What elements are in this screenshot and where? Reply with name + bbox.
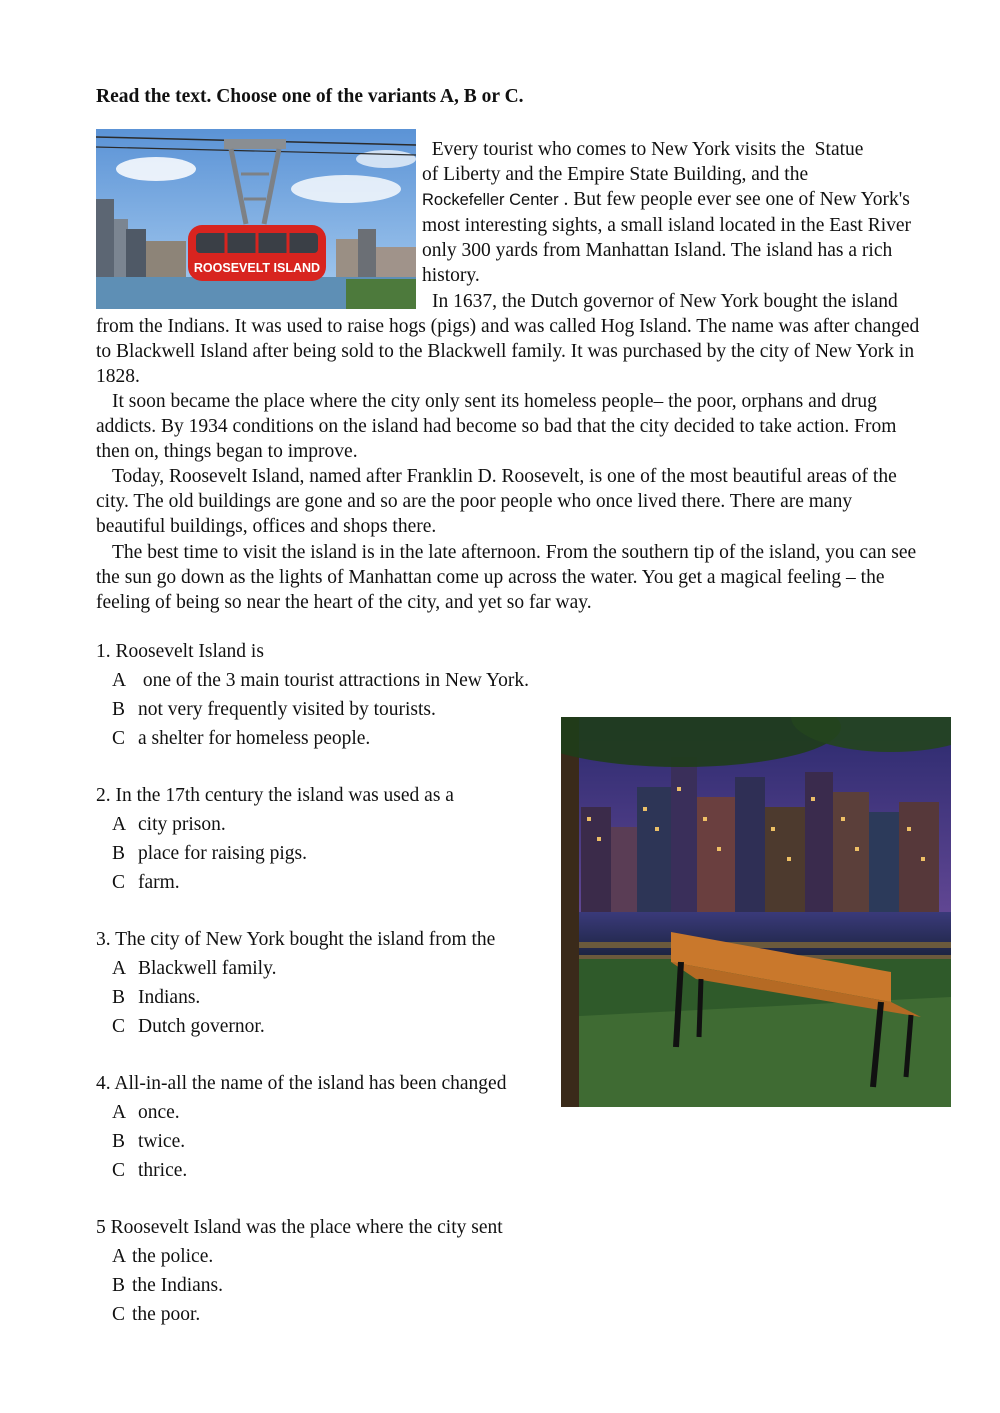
question-4 (96, 1069, 566, 1185)
answer-option-b[interactable]: B the Indians. (112, 1275, 223, 1296)
answer-option-c[interactable]: C Dutch governor. (112, 1016, 265, 1037)
p1-rest: . But few people ever see one of New York's most interesting sights, a small island located in the East River only 300 yards from Manhattan Island. The island has a rich history. (422, 189, 912, 287)
paragraph-5: The best time to visit the island is in the late afternoon. From the southern tip of the island, you can see the sun go down as the lights of Manhattan come up across the water. You get a magical feeling – the feeling of being so near the heart of the city, and yet so far way. (96, 541, 917, 613)
question-stem: 1. Roosevelt Island is (96, 641, 264, 662)
question-stem: 3. The city of New York bought the island from the (96, 929, 496, 950)
cable-car-photo (96, 129, 416, 309)
paragraph-3: It soon became the place where the city only sent its homeless people– the poor, orphans and drug addicts. By 1934 conditions on the island had become so bad that the city decided to take action. From then on, things began to improve. (96, 390, 897, 463)
answer-option-b[interactable]: B place for raising pigs. (112, 843, 307, 864)
answer-option-c[interactable]: C a shelter for homeless people. (112, 728, 371, 749)
answer-option-a[interactable]: A Blackwell family. (112, 958, 277, 979)
answer-option-a[interactable]: A the police. (112, 1246, 214, 1267)
rockefeller-center: Rockefeller Center (422, 191, 559, 210)
answer-option-c[interactable]: C the poor. (112, 1304, 201, 1325)
paragraph-4: Today, Roosevelt Island, named after Franklin D. Roosevelt, is one of the most beautiful areas of the city. The old buildings are gone and so are the poor people who once lived there. There are many beautiful buildings, offices and shops there. (96, 466, 897, 538)
answer-option-b[interactable]: B twice. (112, 1131, 186, 1152)
cable-car-sign: ROOSEVELT ISLAND (193, 261, 321, 275)
question-3 (96, 925, 566, 1041)
task-heading: Read the text. Choose one of the variants A, B or C. (96, 86, 524, 107)
answer-option-c[interactable]: C farm. (112, 872, 180, 893)
paragraph-2: In 1637, the Dutch governor of New York bought the island from the Indians. It was used to raise hogs (pigs) and was called Hog Island. The name was after changed to Blackwell Island after being sold to the Blackwell family. It was purchased by the city of New York in 1828. (96, 290, 920, 387)
question-list (96, 637, 566, 1357)
question-5 (96, 1213, 566, 1329)
p1-line2: of Liberty and the Empire State Building, and the (422, 164, 809, 186)
park-bench-photo (561, 717, 951, 1107)
p1-line1: Every tourist who comes to New York visits the Statue (422, 139, 864, 160)
answer-option-c[interactable]: C thrice. (112, 1160, 188, 1181)
reading-text (96, 137, 926, 615)
question-stem: 4. All-in-all the name of the island has been changed (96, 1073, 507, 1094)
answer-option-a[interactable]: A one of the 3 main tourist attractions in New York. (112, 670, 530, 691)
question-stem: 5 Roosevelt Island was the place where the city sent (96, 1217, 503, 1238)
question-stem: 2. In the 17th century the island was used as a (96, 785, 454, 806)
answer-option-b[interactable]: B Indians. (112, 987, 201, 1008)
answer-option-a[interactable]: A city prison. (112, 814, 226, 835)
question-2 (96, 781, 566, 897)
question-1 (96, 637, 566, 753)
answer-option-b[interactable]: B not very frequently visited by tourists. (112, 699, 436, 720)
answer-option-a[interactable]: A once. (112, 1102, 180, 1123)
